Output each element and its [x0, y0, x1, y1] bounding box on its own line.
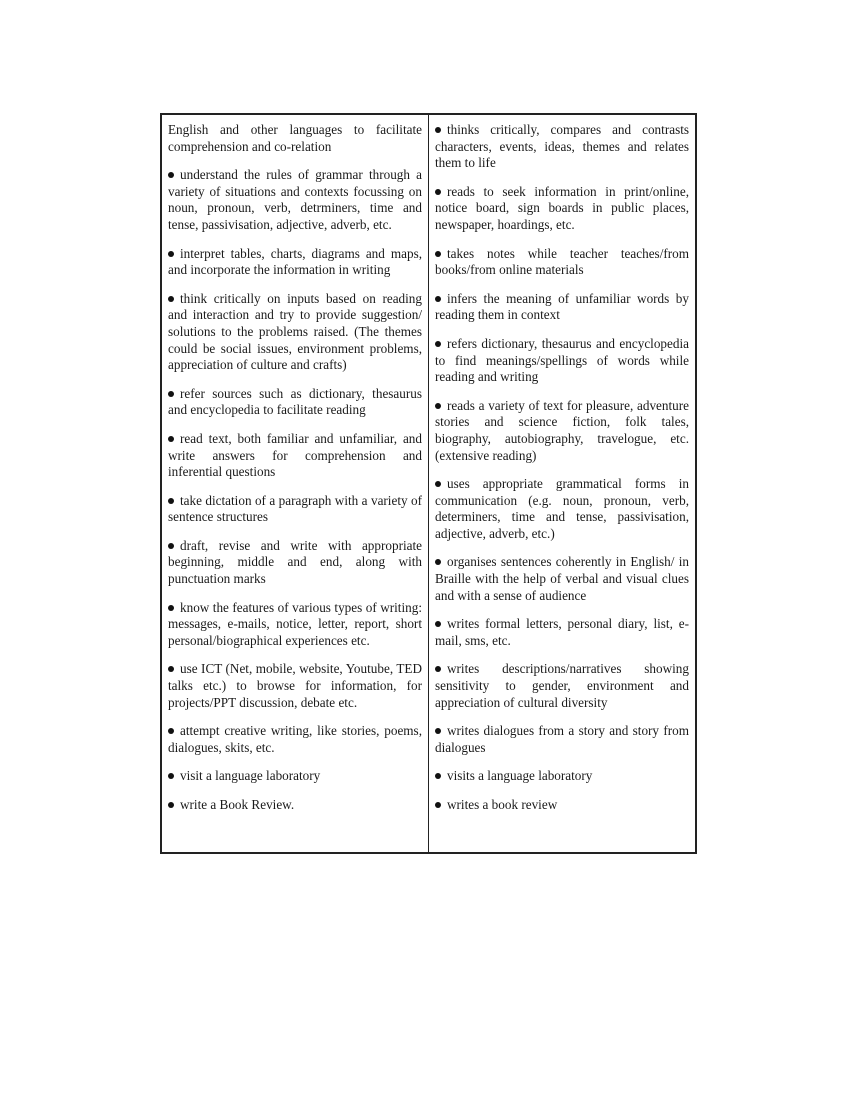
bullet-icon [435, 341, 441, 347]
bullet-icon [168, 773, 174, 779]
list-item: visit a language laboratory [168, 768, 422, 785]
learning-outcomes-column [429, 115, 695, 852]
list-item: use ICT (Net, mobile, website, Youtube, TED talks etc.) to browse for information, for projects/PPT discussion, debate etc. [168, 661, 422, 710]
bullet-icon [435, 296, 441, 302]
list-item: reads a variety of text for pleasure, adventure stories and science fiction, folk tales, biography, autobiography, travelogue, etc. (extensive reading) [435, 397, 689, 463]
bullet-icon [168, 666, 174, 672]
bullet-icon [435, 621, 441, 627]
column-intro-text: English and other languages to facilitate comprehension and co-relation [168, 122, 422, 154]
bullet-icon [168, 251, 174, 257]
bullet-icon [435, 559, 441, 565]
bullet-icon [168, 728, 174, 734]
bullet-icon [168, 296, 174, 302]
list-item: writes descriptions/narratives showing sensitivity to gender, environment and appreciation of cultural diversity [435, 661, 689, 710]
list-item: writes dialogues from a story and story from dialogues [435, 723, 689, 755]
outcomes-table [160, 113, 697, 854]
list-item: draft, revise and write with appropriate beginning, middle and end, along with punctuation marks [168, 537, 422, 587]
list-item: thinks critically, compares and contrasts characters, events, ideas, themes and relates them to life [435, 122, 689, 171]
list-item: reads to seek information in print/online, notice board, sign boards in public places, newspaper, hoardings, etc. [435, 183, 689, 232]
bullet-icon [435, 481, 441, 487]
learning-process-column [162, 115, 429, 852]
bullet-icon [435, 127, 441, 133]
list-item: take dictation of a paragraph with a variety of sentence structures [168, 492, 422, 525]
bullet-icon [435, 189, 441, 195]
bullet-icon [168, 802, 174, 808]
bullet-icon [435, 666, 441, 672]
list-item: think critically on inputs based on reading and interaction and try to provide suggestion/ solutions to the problems raised. (The themes could be social issues, environment problems, appreciation of culture and crafts) [168, 290, 422, 373]
bullet-icon [435, 773, 441, 779]
bullet-icon [435, 802, 441, 808]
bullet-icon [168, 543, 174, 549]
bullet-icon [435, 403, 441, 409]
list-item: refers dictionary, thesaurus and encyclopedia to find meanings/spellings of words while reading and writing [435, 335, 689, 385]
list-item: visits a language laboratory [435, 768, 689, 785]
list-item: read text, both familiar and unfamiliar, and write answers for comprehension and inferential questions [168, 430, 422, 480]
list-item: writes formal letters, personal diary, list, e-mail, sms, etc. [435, 616, 689, 648]
list-item: refer sources such as dictionary, thesaurus and encyclopedia to facilitate reading [168, 385, 422, 418]
list-item: understand the rules of grammar through a variety of situations and contexts focussing on noun, pronoun, verb, detrminers, time and tense, passivisation, adjective, adverb, etc. [168, 167, 422, 232]
list-item: write a Book Review. [168, 797, 422, 814]
bullet-icon [168, 605, 174, 611]
bullet-icon [435, 251, 441, 257]
list-item: takes notes while teacher teaches/from books/from online materials [435, 245, 689, 278]
list-item: uses appropriate grammatical forms in communication (e.g. noun, pronoun, verb, determiners, time and tense, passivisation, adjective, adverb, etc.) [435, 476, 689, 541]
bullet-icon [168, 436, 174, 442]
list-item: interpret tables, charts, diagrams and maps, and incorporate the information in writing [168, 245, 422, 278]
bullet-icon [168, 498, 174, 504]
list-item: writes a book review [435, 797, 689, 814]
bullet-icon [168, 172, 174, 178]
list-item: know the features of various types of writing: messages, e-mails, notice, letter, report, short personal/biographical experiences etc. [168, 599, 422, 648]
bullet-icon [168, 391, 174, 397]
list-item: attempt creative writing, like stories, poems, dialogues, skits, etc. [168, 723, 422, 755]
list-item: organises sentences coherently in English/ in Braille with the help of verbal and visual clues and with a sense of audience [435, 554, 689, 603]
bullet-icon [435, 728, 441, 734]
list-item: infers the meaning of unfamiliar words by reading them in context [435, 290, 689, 323]
